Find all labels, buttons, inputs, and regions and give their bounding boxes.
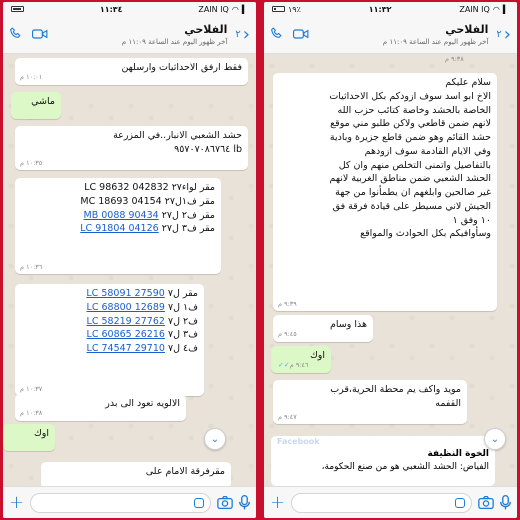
- coordinate-label: ف٤ ل٧: [164, 343, 198, 355]
- coordinate-line: [21, 301, 198, 315]
- chevron-right-icon: ›: [503, 23, 511, 45]
- message-line: حشد القائم وهو ضمن قاطع جزيرة وبادية: [329, 132, 491, 144]
- plus-icon[interactable]: +: [9, 492, 25, 513]
- message-line: لانهم ضمن قاطعي ولاكن طلبو مني موقع: [330, 118, 491, 130]
- input-bar: [264, 486, 517, 518]
- incoming-message[interactable]: [15, 58, 248, 85]
- coordinate-label: ف١ ل٧: [164, 301, 198, 313]
- chevron-right-icon: ›: [242, 23, 250, 45]
- message-timestamp: ٩:٤٧ م: [278, 412, 297, 421]
- back-button[interactable]: [496, 23, 511, 45]
- coordinate-label: مقر ف٣ ل٢٧: [158, 223, 215, 235]
- message-line: سلام عليكم: [445, 77, 491, 88]
- message-text: ماشي: [31, 96, 55, 107]
- message-timestamp: ٩:٤٥ م: [278, 330, 297, 339]
- battery-icon: [11, 6, 24, 12]
- message-line: الجيش لاني مسيطر على قيادة فرقة فق: [332, 200, 491, 212]
- coordinate-link[interactable]: LC 91804 04126: [80, 223, 159, 235]
- plus-icon[interactable]: +: [270, 492, 286, 513]
- contact-name: الفلاحي: [184, 23, 228, 36]
- incoming-message[interactable]: [15, 394, 186, 421]
- message-line: غير صالحين وابلغهم ان يطمأنوا من جهة: [335, 187, 491, 199]
- message-timestamp: ٩:٣٩ م: [278, 299, 297, 308]
- message-text: هذا وسام: [330, 319, 367, 330]
- coordinate-label: مقر لواء٢٧: [168, 182, 215, 193]
- message-line: القفمه: [435, 397, 461, 409]
- coordinate-link[interactable]: LC 68800 12689: [86, 301, 165, 313]
- message-timestamp: ١٠:٠١ م: [20, 73, 43, 82]
- message-line: الاخ ابو اسد سوف ازودكم بكل الاحداثيات: [329, 90, 491, 102]
- status-bar: [264, 2, 517, 16]
- coordinate-label: ف٣ ل٧: [164, 329, 198, 341]
- coordinate-line: [21, 195, 215, 209]
- message-text: مقرفرقة الامام على: [145, 466, 225, 477]
- chat-title-block[interactable]: [48, 23, 235, 46]
- call-icon[interactable]: [270, 25, 283, 44]
- coordinate-link[interactable]: MB 0088 90434: [83, 209, 159, 221]
- coordinate-code: LC 98632 042832: [84, 182, 169, 193]
- sticker-icon[interactable]: [455, 498, 465, 508]
- message-timestamp: ١٠:٣٦ م: [20, 262, 43, 271]
- microphone-icon[interactable]: [239, 495, 250, 510]
- message-list: [3, 54, 256, 486]
- message-text: فقط ارفق الاحداثيات وارسلهن: [121, 62, 242, 73]
- chat-title-block[interactable]: [309, 23, 496, 46]
- message-timestamp: ٩:٤٦ م✓✓: [278, 361, 309, 370]
- message-text: اوك: [33, 428, 49, 439]
- message-line: lb ٩٥٧٠٧٠٨٦٧٦٤: [174, 143, 242, 155]
- coordinate-line: [21, 209, 215, 223]
- coordinate-line: [21, 315, 198, 329]
- message-line: وسأوافيكم بكل الحوادث والمواقع: [360, 228, 491, 240]
- camera-icon[interactable]: [478, 496, 494, 509]
- coordinate-label: مقر ف١ل٢٧: [161, 195, 215, 207]
- incoming-message[interactable]: [440, 56, 510, 66]
- coordinate-code: MC 18693 04154: [80, 195, 162, 207]
- outgoing-message[interactable]: [11, 92, 61, 119]
- chat-header: [264, 16, 517, 54]
- coordinate-link[interactable]: LC 58091 27590: [86, 288, 165, 299]
- last-seen: آخر ظهور اليوم عند الساعة ١١:٠٩ م: [382, 38, 489, 46]
- coordinate-link[interactable]: LC 60865 26216: [86, 329, 165, 341]
- coordinate-label: مقر ف٢ ل٢٧: [158, 209, 215, 221]
- preview-title: الخوة النظيفة: [427, 449, 489, 459]
- preview-body: الفياض: الحشد الشعبي هو من صنع الحكومة،: [321, 462, 489, 472]
- coordinate-link[interactable]: LC 58219 27762: [86, 315, 165, 327]
- message-text: الالويه تعود الى بدر: [105, 398, 180, 409]
- outgoing-message[interactable]: [3, 424, 55, 451]
- input-bar: [3, 486, 256, 518]
- status-bar: [3, 2, 256, 16]
- coordinate-line: [21, 222, 215, 236]
- message-line: حشد الشعبي الانبار..في المزرعة: [113, 130, 242, 141]
- contact-name: الفلاحي: [445, 23, 489, 36]
- carrier-label: ZAIN IQ: [198, 4, 229, 14]
- wifi-icon: ◠: [231, 4, 239, 14]
- incoming-message[interactable]: [15, 284, 204, 396]
- coordinate-line: [21, 342, 198, 356]
- last-seen: آخر ظهور اليوم عند الساعة ١١:٠٩ م: [121, 38, 228, 46]
- message-line: بالتفاصيل واتمنى التخلص منهم وان كل: [338, 159, 491, 171]
- unread-count: ٢: [235, 29, 241, 40]
- message-line: الحشد الشعبي ضمن مناطق الغربية لانهم: [329, 173, 491, 185]
- right-chat-screen: [264, 2, 517, 518]
- coordinate-label: مقر ل٧: [164, 288, 198, 299]
- video-call-icon[interactable]: [32, 25, 48, 44]
- message-text: اوك: [309, 350, 325, 361]
- carrier-label: ZAIN IQ: [459, 4, 490, 14]
- chat-header: [3, 16, 256, 54]
- message-timestamp: ١٠:٣٥ م: [20, 158, 43, 167]
- battery-icon: [272, 6, 285, 12]
- coordinate-line: [21, 287, 198, 301]
- facebook-link-preview[interactable]: [271, 436, 495, 486]
- camera-icon[interactable]: [217, 496, 233, 509]
- call-icon[interactable]: [9, 25, 22, 44]
- message-timestamp: ١٠:٣٧ م: [20, 384, 43, 393]
- coordinate-label: ف٢ ل٧: [164, 315, 198, 327]
- video-call-icon[interactable]: [293, 25, 309, 44]
- back-button[interactable]: [235, 23, 250, 45]
- coordinate-line: [21, 328, 198, 342]
- message-line: ١٠ وفق ١: [452, 214, 491, 226]
- left-chat-screen: [3, 2, 256, 518]
- signal-icon: ▍: [502, 4, 509, 14]
- coordinate-link[interactable]: LC 74547 29710: [86, 343, 165, 355]
- outgoing-message[interactable]: [271, 346, 331, 373]
- incoming-message[interactable]: [15, 126, 248, 170]
- message-line: الخاصة بالحشد وخاصة كتائب حزب الله: [337, 104, 491, 116]
- message-input[interactable]: [30, 493, 211, 513]
- incoming-message[interactable]: [273, 380, 467, 424]
- message-line: مويد واكف يم محطة الحرية،قرب: [330, 384, 461, 395]
- battery-percent: ١٩٪: [288, 4, 301, 14]
- incoming-message[interactable]: [15, 178, 221, 274]
- status-time: ١١:٣٢: [368, 4, 392, 14]
- status-time: ١١:٣٤: [99, 4, 123, 14]
- signal-icon: ▍: [241, 4, 248, 14]
- chevron-down-icon: ⌄: [490, 433, 500, 445]
- incoming-message[interactable]: [41, 462, 231, 486]
- preview-source: Facebook: [277, 437, 320, 446]
- wifi-icon: ◠: [492, 4, 500, 14]
- microphone-icon[interactable]: [500, 495, 511, 510]
- message-timestamp: ٩:٣٨ م: [445, 54, 464, 63]
- sticker-icon[interactable]: [194, 498, 204, 508]
- message-list: [264, 54, 517, 486]
- scroll-down-button[interactable]: [204, 428, 226, 450]
- unread-count: ٢: [496, 29, 502, 40]
- incoming-message[interactable]: [273, 315, 373, 342]
- read-receipt-icon: ✓✓: [278, 361, 290, 370]
- chevron-down-icon: ⌄: [210, 433, 220, 445]
- incoming-message[interactable]: [273, 73, 497, 311]
- message-input[interactable]: [291, 493, 472, 513]
- scroll-down-button[interactable]: [484, 428, 506, 450]
- coordinate-line: [21, 181, 215, 195]
- message-timestamp: ١٠:٣٨ م: [20, 409, 43, 418]
- message-line: وفي الايام القادمة سوف ازودهم: [364, 145, 491, 157]
